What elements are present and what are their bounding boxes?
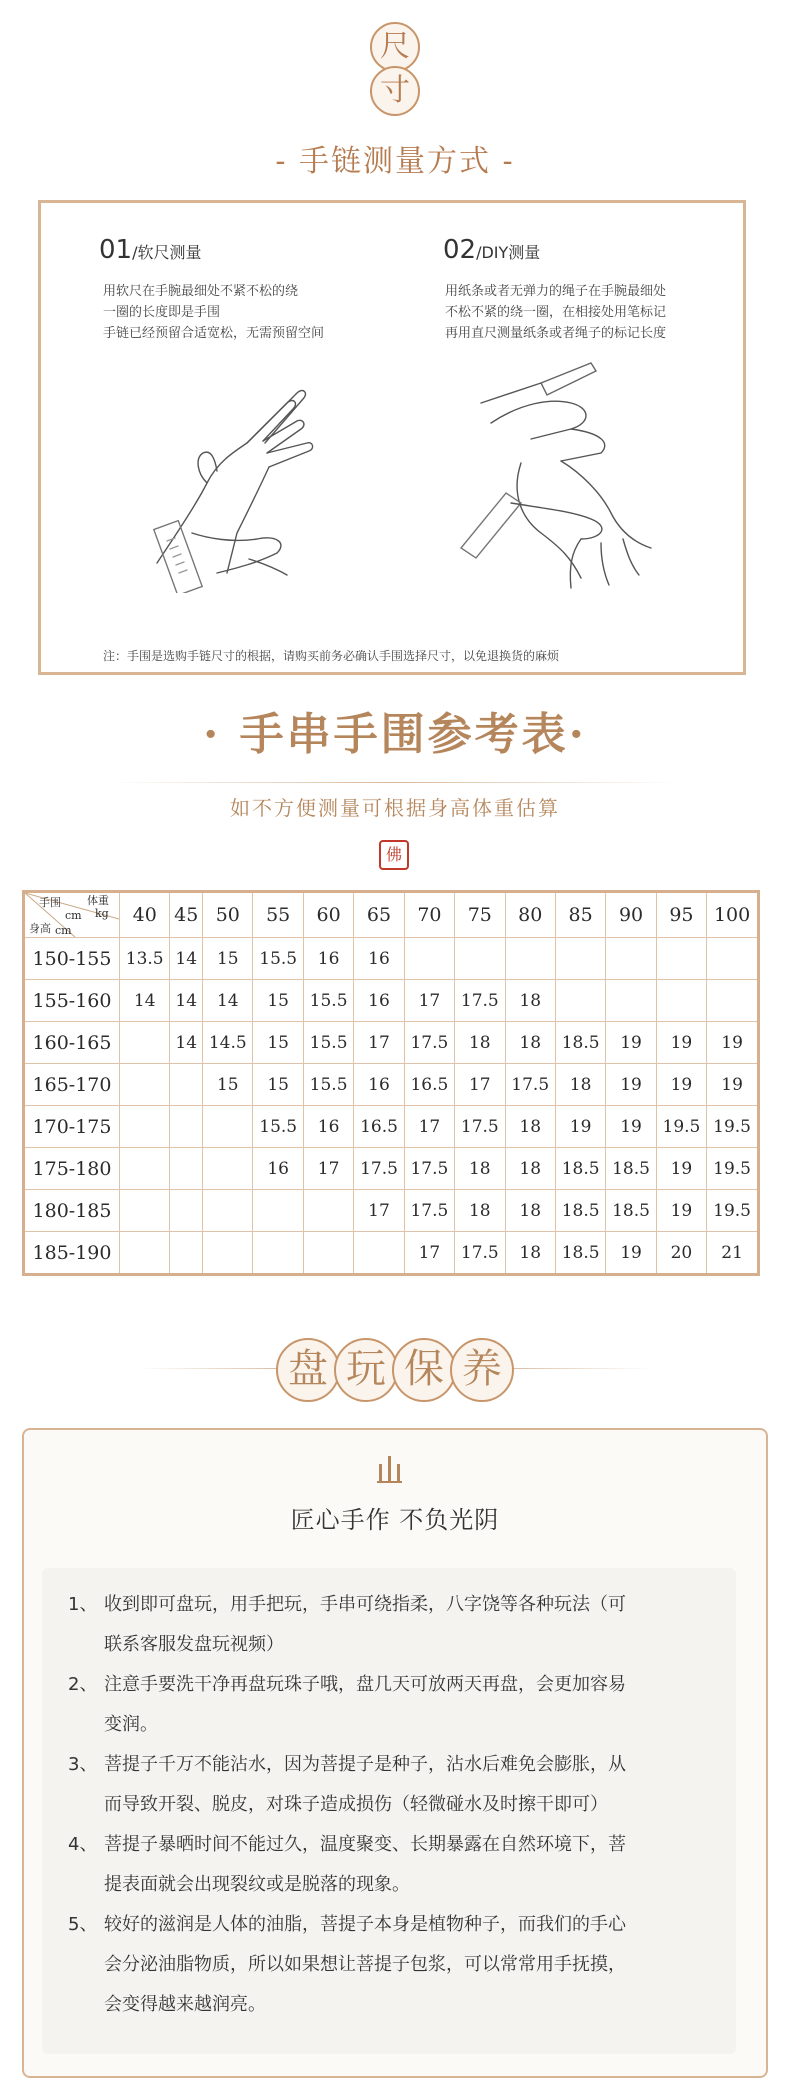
- step2-desc-line: 用纸条或者无弹力的绳子在手腕最细处: [445, 284, 667, 299]
- wrist-size-cell: 17: [354, 1190, 404, 1232]
- wrist-size-cell: 18.5: [555, 1232, 605, 1275]
- care-item-line: 提表面就会出现裂纹或是脱落的现象。: [104, 1874, 410, 1895]
- wrist-size-cell: 14: [170, 938, 203, 980]
- wrist-size-cell: [303, 1190, 353, 1232]
- size-seal-top: 尺: [370, 22, 420, 72]
- wrist-size-cell: [253, 1190, 303, 1232]
- wrist-size-cell: 20: [656, 1232, 706, 1275]
- care-item: [68, 1665, 698, 1745]
- wrist-size-cell: [203, 1190, 253, 1232]
- table-row: [24, 1106, 759, 1148]
- wrist-size-cell: 18: [455, 1022, 505, 1064]
- wrist-size-cell: 14: [170, 1022, 203, 1064]
- wrist-size-cell: [120, 1106, 170, 1148]
- wrist-size-cell: 18: [505, 1190, 555, 1232]
- wrist-size-cell: [120, 1022, 170, 1064]
- wrist-size-cell: 17: [404, 1106, 454, 1148]
- table-row: [24, 938, 759, 980]
- wrist-size-cell: 15.5: [253, 938, 303, 980]
- wrist-size-cell: [555, 938, 605, 980]
- weight-header: 85: [555, 892, 605, 938]
- wrist-size-cell: 19: [707, 1022, 759, 1064]
- wrist-size-cell: 15.5: [303, 1022, 353, 1064]
- care-item-line: 而导致开裂、脱皮，对珠子造成损伤（轻微碰水及时擦干即可）: [104, 1794, 608, 1815]
- craft-emblem-icon: [375, 1456, 405, 1484]
- wrist-size-cell: 19: [656, 1148, 706, 1190]
- weight-header: 55: [253, 892, 303, 938]
- weight-header: 50: [203, 892, 253, 938]
- wrist-size-cell: 18: [455, 1148, 505, 1190]
- table-row: [24, 1064, 759, 1106]
- corner-height-label: 身高: [29, 922, 51, 935]
- wrist-size-cell: [455, 938, 505, 980]
- weight-header: 40: [120, 892, 170, 938]
- wrist-size-cell: 17.5: [455, 1232, 505, 1275]
- care-item-number: 1、: [68, 1594, 98, 1615]
- wrist-size-cell: 19: [606, 1064, 656, 1106]
- wrist-size-cell: 15.5: [303, 1064, 353, 1106]
- table-corner-cell: [24, 892, 120, 938]
- wrist-size-cell: 15: [253, 1064, 303, 1106]
- size-table-title: · 手串手围参考表·: [203, 709, 587, 760]
- wrist-size-cell: [656, 980, 706, 1022]
- wrist-size-cell: [303, 1232, 353, 1275]
- wrist-size-cell: 19: [656, 1064, 706, 1106]
- weight-header: 70: [404, 892, 454, 938]
- wrist-size-cell: 17: [404, 1232, 454, 1275]
- step1-heading: [99, 235, 202, 265]
- care-divider-right: [500, 1368, 650, 1369]
- care-item-text: [104, 1665, 698, 1745]
- care-item-line: 较好的滋润是人体的油脂，菩提子本身是植物种子，而我们的手心: [104, 1914, 626, 1935]
- wrist-size-cell: [120, 1232, 170, 1275]
- wrist-size-cell: 17: [354, 1022, 404, 1064]
- wrist-size-cell: [606, 938, 656, 980]
- wrist-size-cell: 18: [505, 1106, 555, 1148]
- wrist-size-cell: [170, 1106, 203, 1148]
- care-item-line: 菩提子暴晒时间不能过久，温度聚变、长期暴露在自然环境下，菩: [104, 1834, 626, 1855]
- height-range-cell: 150-155: [24, 938, 120, 980]
- wrist-size-cell: [120, 1064, 170, 1106]
- wrist-size-cell: [354, 1232, 404, 1275]
- table-row: [24, 1232, 759, 1275]
- title-divider: [110, 782, 680, 783]
- wrist-size-cell: [505, 938, 555, 980]
- care-item: [68, 1905, 698, 2025]
- wrist-size-cell: 17.5: [354, 1148, 404, 1190]
- size-table-subtitle: 如不方便测量可根据身高体重估算: [230, 796, 560, 820]
- weight-header: 100: [707, 892, 759, 938]
- pen-marking-hand-illustration: [451, 343, 701, 603]
- wrist-size-cell: 19: [656, 1190, 706, 1232]
- table-row: [24, 1190, 759, 1232]
- wrist-size-cell: [555, 980, 605, 1022]
- wrist-size-cell: 18: [505, 1232, 555, 1275]
- measure-section-title: - 手链测量方式 -: [275, 144, 515, 179]
- step2-title: /DIY测量: [476, 243, 541, 262]
- height-range-cell: 185-190: [24, 1232, 120, 1275]
- weight-header: 90: [606, 892, 656, 938]
- wrist-size-cell: 18: [505, 980, 555, 1022]
- wrist-size-cell: 15: [203, 938, 253, 980]
- wrist-size-cell: 17.5: [455, 980, 505, 1022]
- wrist-size-cell: 15: [253, 1022, 303, 1064]
- wrist-size-cell: 17.5: [505, 1064, 555, 1106]
- step1-desc-line: 手链已经预留合适宽松，无需预留空间: [103, 326, 325, 341]
- care-title-char: 玩: [334, 1338, 398, 1402]
- corner-weight-label: 体重: [87, 894, 109, 907]
- wrist-size-cell: 19: [555, 1106, 605, 1148]
- care-item-text: [104, 1905, 698, 2025]
- wrist-size-cell: 15: [203, 1064, 253, 1106]
- care-item-number: 2、: [68, 1674, 98, 1695]
- wrist-size-cell: 14: [120, 980, 170, 1022]
- care-item-line: 收到即可盘玩，用手把玩，手串可绕指柔，八字饶等各种玩法（可: [104, 1594, 626, 1615]
- wrist-size-cell: 19.5: [707, 1148, 759, 1190]
- wrist-size-cell: [170, 1064, 203, 1106]
- step1-title: /软尺测量: [132, 243, 202, 262]
- table-row: [24, 1148, 759, 1190]
- wrist-size-cell: 17.5: [455, 1106, 505, 1148]
- wrist-size-cell: 16: [303, 1106, 353, 1148]
- wrist-size-cell: [170, 1148, 203, 1190]
- corner-wrist-unit: cm: [65, 909, 82, 922]
- care-item-line: 菩提子千万不能沾水，因为菩提子是种子，沾水后难免会膨胀，从: [104, 1754, 626, 1775]
- wrist-size-cell: 19: [707, 1064, 759, 1106]
- buddha-seal-icon: 佛: [379, 840, 409, 870]
- size-reference-table: [22, 890, 760, 1276]
- weight-header: 95: [656, 892, 706, 938]
- wrist-size-cell: 17: [404, 980, 454, 1022]
- care-item-number: 4、: [68, 1834, 98, 1855]
- wrist-size-cell: 16: [354, 980, 404, 1022]
- wrist-size-cell: [404, 938, 454, 980]
- table-header-row: [24, 892, 759, 938]
- wrist-size-cell: [203, 1232, 253, 1275]
- wrist-size-cell: 17: [455, 1064, 505, 1106]
- wrist-size-cell: 16: [354, 938, 404, 980]
- wrist-size-cell: 19: [606, 1022, 656, 1064]
- corner-wrist-label: 手围: [39, 896, 61, 909]
- care-item-text: [104, 1825, 698, 1905]
- wrist-size-cell: 16.5: [354, 1106, 404, 1148]
- wrist-size-cell: 15.5: [303, 980, 353, 1022]
- corner-weight-unit: kg: [95, 907, 109, 920]
- care-item-text: [104, 1585, 698, 1665]
- wrist-size-cell: 17.5: [404, 1190, 454, 1232]
- care-divider-left: [140, 1368, 290, 1369]
- care-list: [68, 1585, 698, 2025]
- care-item-number: 3、: [68, 1754, 98, 1775]
- wrist-size-cell: 17.5: [404, 1022, 454, 1064]
- care-item-text: [104, 1745, 698, 1825]
- weight-header: 45: [170, 892, 203, 938]
- wrist-size-cell: 18: [505, 1022, 555, 1064]
- care-title-char: 保: [392, 1338, 456, 1402]
- wrist-size-cell: 21: [707, 1232, 759, 1275]
- height-range-cell: 175-180: [24, 1148, 120, 1190]
- wrist-size-cell: [253, 1232, 303, 1275]
- wrist-size-cell: 19: [656, 1022, 706, 1064]
- care-item: [68, 1825, 698, 1905]
- wrist-size-cell: 17.5: [404, 1148, 454, 1190]
- step2-desc-line: 再用直尺测量纸条或者绳子的标记长度: [445, 326, 667, 341]
- wrist-size-cell: [707, 938, 759, 980]
- weight-header: 80: [505, 892, 555, 938]
- step1-number: 01: [99, 235, 133, 265]
- wrist-size-cell: 14: [170, 980, 203, 1022]
- wrist-size-cell: 14: [203, 980, 253, 1022]
- wrist-size-cell: [203, 1148, 253, 1190]
- wrist-size-cell: 15: [253, 980, 303, 1022]
- height-range-cell: 160-165: [24, 1022, 120, 1064]
- weight-header: 65: [354, 892, 404, 938]
- care-item-line: 变润。: [104, 1714, 158, 1735]
- care-item: [68, 1745, 698, 1825]
- step1-desc-line: 用软尺在手腕最细处不紧不松的绕: [103, 284, 299, 299]
- weight-header: 60: [303, 892, 353, 938]
- step1-desc-line: 一圈的长度即是手围: [103, 305, 221, 320]
- size-note: 注：手围是选购手链尺寸的根据，请购买前务必确认手围选择尺寸，以免退换货的麻烦: [103, 649, 560, 663]
- wrist-size-cell: [656, 938, 706, 980]
- wrist-size-cell: 19.5: [707, 1190, 759, 1232]
- wrist-size-cell: 18.5: [606, 1148, 656, 1190]
- wrist-size-cell: [707, 980, 759, 1022]
- care-item-line: 会变得越来越润亮。: [104, 1994, 266, 2015]
- table-row: [24, 1022, 759, 1064]
- wrist-size-cell: [170, 1232, 203, 1275]
- step2-number: 02: [443, 235, 477, 265]
- care-item-line: 联系客服发盘玩视频）: [104, 1634, 284, 1655]
- care-item: [68, 1585, 698, 1665]
- height-range-cell: 180-185: [24, 1190, 120, 1232]
- care-item-line: 注意手要洗干净再盘玩珠子哦，盘几天可放两天再盘，会更加容易: [104, 1674, 626, 1695]
- care-title-char: 盘: [276, 1338, 340, 1402]
- step2-heading: [443, 235, 540, 265]
- wrist-size-cell: 18.5: [555, 1190, 605, 1232]
- wrist-size-cell: 13.5: [120, 938, 170, 980]
- wrist-size-cell: [170, 1190, 203, 1232]
- wrist-size-cell: [120, 1148, 170, 1190]
- wrist-size-cell: 18: [555, 1064, 605, 1106]
- wrist-size-cell: 18: [505, 1148, 555, 1190]
- height-range-cell: 155-160: [24, 980, 120, 1022]
- wrist-size-cell: 18.5: [555, 1022, 605, 1064]
- care-item-line: 会分泌油脂物质，所以如果想让菩提子包浆，可以常常用手抚摸，: [104, 1954, 626, 1975]
- measure-panel: [38, 200, 746, 675]
- wrist-size-cell: 17: [303, 1148, 353, 1190]
- step1-description: [103, 281, 403, 344]
- wrist-size-cell: 19.5: [656, 1106, 706, 1148]
- wrist-size-cell: 19: [606, 1232, 656, 1275]
- wrist-size-cell: 16.5: [404, 1064, 454, 1106]
- care-item-number: 5、: [68, 1914, 98, 1935]
- height-range-cell: 170-175: [24, 1106, 120, 1148]
- weight-header: 75: [455, 892, 505, 938]
- tape-measure-hand-illustration: [137, 363, 367, 593]
- wrist-size-cell: 16: [354, 1064, 404, 1106]
- wrist-size-cell: 16: [303, 938, 353, 980]
- wrist-size-cell: [203, 1106, 253, 1148]
- wrist-size-cell: 15.5: [253, 1106, 303, 1148]
- wrist-size-cell: [120, 1190, 170, 1232]
- height-range-cell: 165-170: [24, 1064, 120, 1106]
- wrist-size-cell: 16: [253, 1148, 303, 1190]
- wrist-size-cell: [606, 980, 656, 1022]
- care-slogan: 匠心手作 不负光阴: [290, 1506, 500, 1534]
- wrist-size-cell: 19.5: [707, 1106, 759, 1148]
- wrist-size-cell: 18: [455, 1190, 505, 1232]
- table-row: [24, 980, 759, 1022]
- care-title-char: 养: [450, 1338, 514, 1402]
- corner-height-unit: cm: [55, 924, 72, 937]
- wrist-size-cell: 18.5: [606, 1190, 656, 1232]
- wrist-size-cell: 19: [606, 1106, 656, 1148]
- size-seal-bottom: 寸: [370, 66, 420, 116]
- wrist-size-cell: 14.5: [203, 1022, 253, 1064]
- wrist-size-cell: 18.5: [555, 1148, 605, 1190]
- step2-description: [445, 281, 745, 344]
- step2-desc-line: 不松不紧的绕一圈，在相接处用笔标记: [445, 305, 667, 320]
